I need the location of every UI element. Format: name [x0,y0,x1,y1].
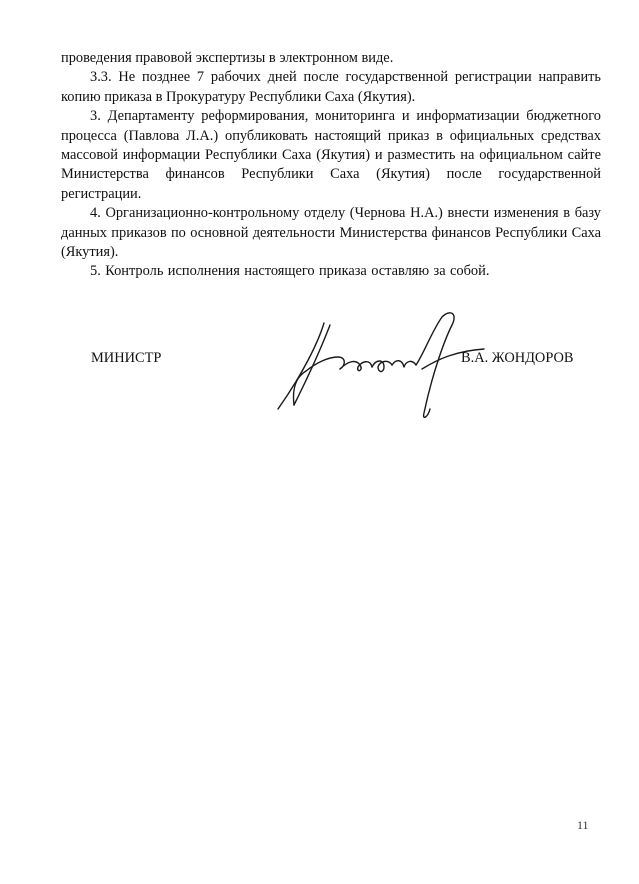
handwritten-signature-icon [272,305,492,425]
paragraph-3-3: 3.3. Не позднее 7 рабочих дней после государственной регистрации направить копию приказа в Прокуратуру Республики Саха (Якутия). [61,69,601,105]
document-body [61,49,601,282]
paragraph-3: 3. Департаменту реформирования, мониторинга и информатизации бюджетного процесса (Павлова Л.А.) опубликовать настоящий приказ в официальных средствах массовой информации Республики Саха (Якутия) и разместить на официальном сайте Министерства финансов Республики Саха (Якутия) после государственной регистрации. [61,108,601,202]
paragraph-4: 4. Организационно-контрольному отделу (Чернова Н.А.) внести изменения в базу данных приказов по основной деятельности Министерства финансов Республики Саха (Якутия). [61,205,601,261]
signature-block [0,300,639,430]
signatory-role: МИНИСТР [91,350,162,366]
paragraph-continuation: проведения правовой экспертизы в электронном виде. [61,50,394,66]
paragraph-5: 5. Контроль исполнения настоящего приказа оставляю за собой. [90,263,490,280]
signatory-name: В.А. ЖОНДОРОВ [461,350,574,366]
page-number: 11 [577,818,589,832]
